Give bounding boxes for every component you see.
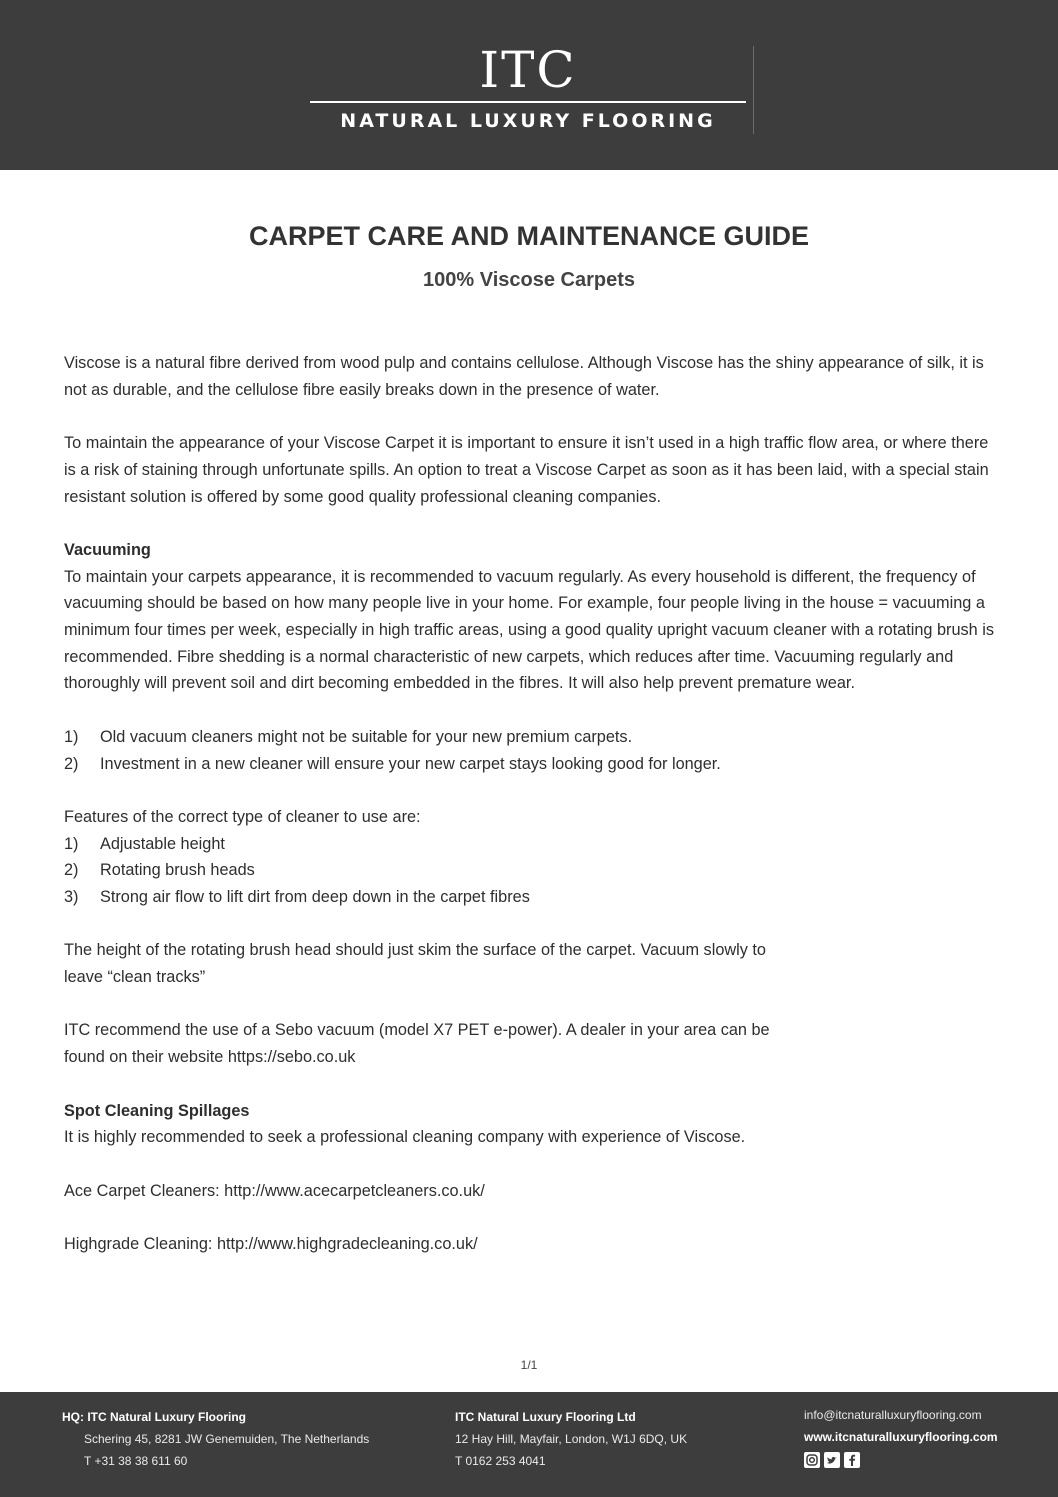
facebook-icon[interactable] bbox=[844, 1452, 860, 1468]
list-number: 2) bbox=[64, 861, 79, 880]
list-text: Rotating brush heads bbox=[100, 861, 255, 880]
twitter-icon[interactable] bbox=[824, 1452, 840, 1468]
document-body bbox=[64, 350, 999, 1258]
social-links bbox=[804, 1452, 998, 1468]
list-item bbox=[64, 831, 999, 858]
features-intro: Features of the correct type of cleaner to use are: bbox=[64, 807, 421, 826]
footer-hq bbox=[62, 1406, 369, 1472]
logo-tagline: NATURAL LUXURY FLOORING bbox=[340, 110, 716, 132]
document-subtitle: 100% Viscose Carpets bbox=[423, 269, 635, 291]
list-item bbox=[64, 884, 999, 911]
intro-paragraph-2: To maintain the appearance of your Viscose Carpet it is important to ensure it isn’t used in a high traffic flow area, or where there is a risk of staining through unfortunate spills. An option to treat a Viscose Carpet as soon as it has been laid, with a special stain resistant solution is offered by some good quality professional cleaning companies. bbox=[64, 434, 989, 506]
page-number: 1/1 bbox=[520, 1358, 538, 1372]
brush-line-1: The height of the rotating brush head should just skim the surface of the carpet. Vacuum slowly to bbox=[64, 941, 766, 960]
footer-uk bbox=[455, 1406, 687, 1472]
page-footer bbox=[0, 1392, 1058, 1497]
list-text: Adjustable height bbox=[100, 834, 225, 853]
list-text: Strong air flow to lift dirt from deep down in the carpet fibres bbox=[100, 888, 530, 906]
spot-cleaning-paragraph: It is highly recommended to seek a professional cleaning company with experience of Viscose. bbox=[64, 1128, 746, 1147]
list-number: 1) bbox=[64, 834, 79, 853]
brush-line-2: leave “clean tracks” bbox=[64, 968, 206, 987]
hq-address: Schering 45, 8281 JW Genemuiden, The Netherlands bbox=[84, 1432, 370, 1446]
uk-address: 12 Hay Hill, Mayfair, London, W1J 6DQ, UK bbox=[455, 1432, 688, 1446]
cleaner-link-1[interactable]: Ace Carpet Cleaners: http://www.acecarpetcleaners.co.uk/ bbox=[64, 1181, 485, 1200]
header-divider bbox=[753, 46, 754, 134]
email-link[interactable]: info@itcnaturalluxuryflooring.com bbox=[804, 1408, 982, 1422]
list-item bbox=[64, 724, 999, 751]
list-number: 2) bbox=[64, 754, 79, 773]
intro-paragraph-1: Viscose is a natural fibre derived from wood pulp and contains cellulose. Although Viscose has the shiny appearance of silk, it is not as durable, and the cellulose fibre easily breaks down in the presence of water. bbox=[64, 354, 984, 399]
instagram-icon[interactable] bbox=[804, 1452, 820, 1468]
hq-phone: T +31 38 38 611 60 bbox=[84, 1454, 188, 1468]
list-text: Old vacuum cleaners might not be suitable for your new premium carpets. bbox=[100, 727, 633, 746]
vacuuming-heading: Vacuuming bbox=[64, 540, 151, 559]
logo-divider bbox=[310, 101, 746, 103]
list-text: Investment in a new cleaner will ensure your new carpet stays looking good for longer. bbox=[100, 754, 721, 773]
logo-mark: ITC bbox=[479, 41, 577, 99]
sebo-line-1: ITC recommend the use of a Sebo vacuum (model X7 PET e-power). A dealer in your area can be bbox=[64, 1021, 770, 1040]
list-item bbox=[64, 751, 999, 778]
sebo-line-2: found on their website https://sebo.co.uk bbox=[64, 1048, 356, 1067]
hq-title: HQ: ITC Natural Luxury Flooring bbox=[62, 1410, 247, 1424]
uk-phone: T 0162 253 4041 bbox=[455, 1454, 546, 1468]
list-number: 3) bbox=[64, 888, 79, 906]
page-header bbox=[0, 0, 1058, 170]
document-title: CARPET CARE AND MAINTENANCE GUIDE bbox=[248, 221, 809, 251]
list-item bbox=[64, 857, 999, 884]
website-link[interactable]: www.itcnaturalluxuryflooring.com bbox=[804, 1430, 998, 1444]
uk-title: ITC Natural Luxury Flooring Ltd bbox=[455, 1410, 636, 1424]
cleaner-link-2[interactable]: Highgrade Cleaning: http://www.highgradecleaning.co.uk/ bbox=[64, 1235, 478, 1254]
spot-cleaning-heading: Spot Cleaning Spillages bbox=[64, 1101, 250, 1120]
list-number: 1) bbox=[64, 727, 79, 746]
footer-contact bbox=[804, 1404, 998, 1468]
vacuuming-paragraph: To maintain your carpets appearance, it is recommended to vacuum regularly. As every household is different, the frequency of vacuuming should be based on how many people live in your home. For example, four people living in the house = vacuuming a minimum four times per week, especially in high traffic areas, using a good quality upright vacuum cleaner with a rotating brush is recommended. Fibre shedding is a normal characteristic of new carpets, which reduces after time. Vacuuming regularly and thoroughly will prevent soil and dirt becoming embedded in the fibres. It will also help prevent premature wear. bbox=[64, 567, 994, 693]
